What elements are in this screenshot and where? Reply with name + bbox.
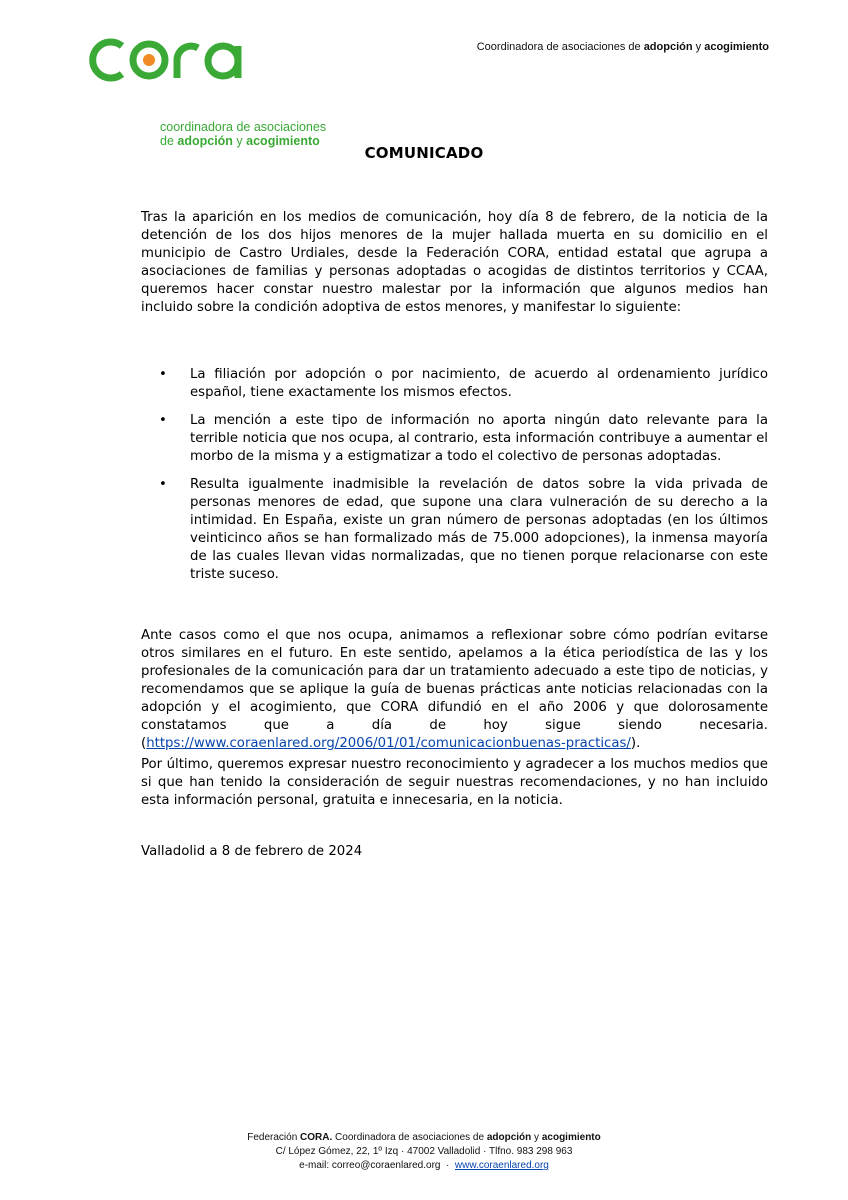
- footer-email: e-mail: correo@coraenlared.org: [299, 1160, 441, 1171]
- cora-logo: [84, 38, 327, 148]
- signature-date: Valladolid a 8 de febrero de 2024: [141, 844, 363, 859]
- recommendation-paragraph: Ante casos como el que nos ocupa, animamos a reflexionar sobre cómo podrían evitarse otros similares en el futuro. En este sentido, apelamos a la ética periodística de las y los profesionales de la comunicación para dar un tratamiento adecuado a este tipo de noticias, y recomendamos que se aplique la guía de buenas prácticas ante noticias relacionadas con la adopción y el acogimiento, que CORA difundió en el año 2006 y que dolorosamente constatamos que a día de hoy sigue siendo necesaria. (https://www.coraenlared.org/2006/01/01/comunicacionbuenas-practicas/).: [141, 628, 768, 751]
- logo-tagline-2: de adopción y acogimiento: [160, 134, 320, 148]
- list-item: • La filiación por adopción o por nacimiento, de acuerdo al ordenamiento jurídico español, tiene exactamente los mismos efectos.: [159, 367, 768, 400]
- guide-link[interactable]: https://www.coraenlared.org/2006/01/01/comunicacionbuenas-practicas/: [146, 736, 631, 751]
- header-tagline: Coordinadora de asociaciones de adopción y acogimiento: [476, 41, 769, 53]
- footer: [0, 1131, 848, 1173]
- cora-wordmark: [84, 38, 264, 82]
- thanks-paragraph: Por último, queremos expresar nuestro reconocimiento y agradecer a los muchos medios que si que han tenido la consideración de seguir nuestras recomendaciones, y no han incluido esta información personal, gratuita e innecesaria, en la noticia.: [141, 757, 768, 808]
- bullet-icon: •: [159, 477, 167, 492]
- logo-tagline-1: coordinadora de asociaciones: [160, 120, 327, 134]
- bullet-icon: •: [159, 367, 167, 382]
- statement-list: [141, 366, 768, 594]
- footer-address: C/ López Gómez, 22, 1º Izq · 47002 Valladolid · Tlfno. 983 298 963: [275, 1146, 573, 1157]
- list-item: • Resulta igualmente inadmisible la revelación de datos sobre la vida privada de personas menores de edad, que supone una clara vulneración de su derecho a la intimidad. En España, existe un gran número de personas adoptadas (en los últimos veinticinco años se han formalizado más de 75.000 adopciones), la inmensa mayoría de las cuales llevan vidas normalizadas, que no tienen porque relacionarse con este triste suceso.: [159, 477, 768, 582]
- intro-paragraph: Tras la aparición en los medios de comunicación, hoy día 8 de febrero, de la noticia de la detención de los dos hijos menores de la mujer hallada muerta en su domicilio en el municipio de Castro Urdiales, desde la Federación CORA, entidad estatal que agrupa a asociaciones de familias y personas adoptadas o acogidas de distintos territorios y CCAA, queremos hacer constar nuestro malestar por la información que algunos medios han incluido sobre la condición adoptiva de estos menores, y manifestar lo siguiente:: [141, 210, 768, 315]
- list-item: • La mención a este tipo de información no aporta ningún dato relevante para la terrible noticia que nos ocupa, al contrario, esta información contribuye a aumentar el morbo de la misma y a estigmatizar a todo el colectivo de personas adoptadas.: [159, 413, 768, 464]
- footer-web-link[interactable]: www.coraenlared.org: [454, 1160, 549, 1171]
- bullet-icon: •: [159, 413, 167, 428]
- document-title: COMUNICADO: [364, 144, 484, 162]
- footer-line-1: Federación CORA. Coordinadora de asociaciones de adopción y acogimiento: [247, 1132, 601, 1143]
- footer-contact: e-mail: correo@coraenlared.org · www.coraenlared.org: [299, 1160, 549, 1171]
